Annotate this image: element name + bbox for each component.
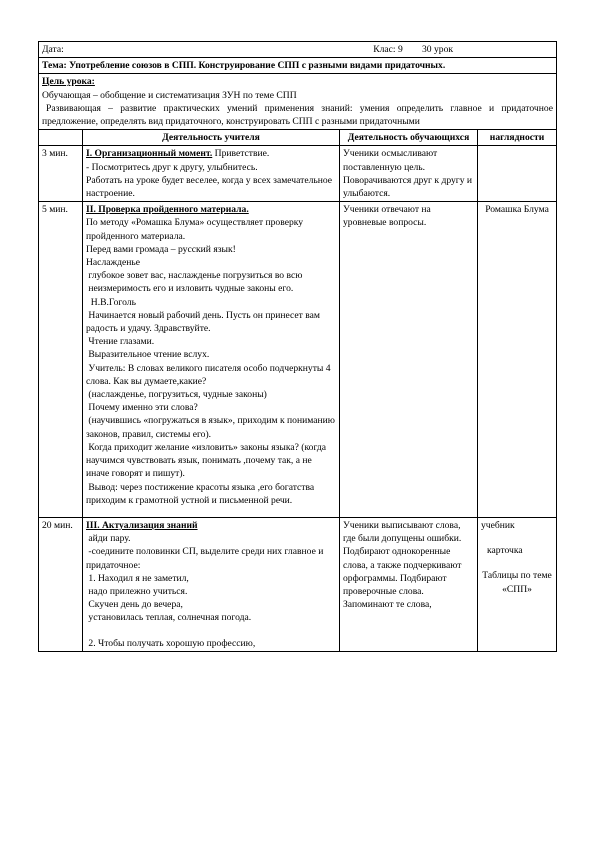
teacher-column-header: Деятельность учителя (83, 130, 340, 146)
stage-title: II. Проверка пройденного материала. (86, 204, 249, 216)
teacher-line: Выразительное чтение вслух. (86, 349, 210, 361)
date-label: Дата: (42, 44, 64, 55)
teacher-activity (83, 146, 340, 202)
teacher-line: Перед вами громада – русский язык! (86, 243, 236, 255)
stage-title: III. Актуализация знаний (86, 519, 198, 531)
stage-time: 3 мин. (39, 146, 83, 202)
visual-item: карточка (487, 545, 523, 557)
visual-aids (478, 517, 557, 651)
lesson-plan-page (38, 41, 556, 652)
teacher-line: Н.В.Гоголь (86, 296, 136, 308)
students-activity: Ученики выписывают слова, где были допущены ошибки. Подбирают однокоренные слова, а также подчеркивают орфограммы. Подбирают проверочные слова. Запоминают те слова, (340, 517, 478, 651)
visual-item: учебник (481, 519, 515, 531)
teacher-line: (наслажденье, погрузиться, чудные законы) (86, 389, 267, 401)
stage-title-rest: Приветствие. (212, 148, 270, 160)
time-column-header (39, 130, 83, 146)
visual-item: Таблицы по теме «СПП» (482, 570, 555, 595)
lesson-label: 30 урок (422, 44, 454, 55)
lesson-plan-table (38, 41, 557, 652)
goals-row (39, 74, 557, 130)
students-column-header: Деятельность обучающихся (340, 130, 478, 146)
teacher-line: Вывод: через постижение красоты языка ,его богатства приходим к грамотной устной и письменной речи. (86, 481, 317, 506)
teacher-line: Работать на уроке будет веселее, когда у всех замечательное настроение. (86, 174, 335, 200)
stage-time: 20 мин. (39, 517, 83, 651)
teacher-activity (83, 517, 340, 651)
teacher-line: (научившись «погружаться в язык», приходим к пониманию законов, правил, системы его). (86, 415, 338, 440)
teacher-line: По методу «Ромашка Блума» осуществляет проверку пройденного материала. (86, 217, 306, 242)
teacher-line: -соедините половинки СП, выделите среди них главное и придаточное: (86, 546, 326, 571)
stage-row-1 (39, 146, 557, 202)
teacher-line: айди пару. (86, 533, 131, 545)
teacher-line: Чтение глазами. (86, 336, 155, 348)
teacher-line: надо прилежно учиться. (86, 585, 188, 597)
teacher-line: установилась теплая, солнечная погода. (86, 612, 252, 624)
visual-aids (478, 146, 557, 202)
goal-teaching: Обучающая – обобщение и систематизация ЗУН по теме СПП (42, 89, 297, 101)
stage-row-2 (39, 202, 557, 518)
stage-row-3 (39, 517, 557, 651)
teacher-line: Наслажденье (86, 257, 141, 269)
teacher-line: 2. Чтобы получать хорошую профессию, (86, 637, 256, 649)
teacher-line-blank (86, 625, 336, 637)
columns-header-row (39, 130, 557, 146)
teacher-line: глубокое зовет вас, наслажденье погрузиться во всю (86, 270, 303, 282)
class-label: Клас: 9 (373, 44, 403, 55)
teacher-line: неизмеримость его и изловить чудные законы его. (86, 283, 294, 295)
teacher-line: Учитель: В словах великого писателя особо подчеркнуты 4 слова. Как вы думаете,какие? (86, 362, 333, 387)
teacher-line: Когда приходит желание «изловить» законы языка? (когда научимся чувствовать язык, понимать ,почему так, а не иначе говорят и пишут). (86, 441, 329, 480)
teacher-line: - Посмотритесь друг к другу, улыбнитесь. (86, 161, 258, 173)
teacher-line: Начинается новый рабочий день. Пусть он принесет вам радость и удачу. Здравствуйте. (86, 309, 323, 335)
visual-aids: Ромашка Блума (478, 202, 557, 518)
stage-title: I. Организационный момент. (86, 148, 213, 160)
goal-title: Цель урока: (42, 76, 95, 88)
stage-time: 5 мин. (39, 202, 83, 518)
topic-row (39, 58, 557, 74)
goal-developing: Развивающая – развитие практических умений применения знаний: умения определить главное и придаточное предложение, определять вид придаточного, конструировать СПП с разными придаточными (42, 102, 554, 128)
visual-column-header: наглядности (478, 130, 557, 146)
students-activity: Ученики отвечают на уровневые вопросы. (340, 202, 478, 518)
lesson-topic: Тема: Употребление союзов в СПП. Конструирование СПП с разными видами придаточных. (42, 60, 446, 72)
teacher-line: Почему именно эти слова? (86, 402, 198, 414)
students-activity: Ученики осмысливают поставленную цель. Поворачиваются друг к другу и улыбаются. (340, 146, 478, 202)
teacher-line: Скучен день до вечера, (86, 599, 183, 611)
date-row (39, 42, 557, 58)
teacher-line: 1. Находил я не заметил, (86, 572, 189, 584)
teacher-activity (83, 202, 340, 518)
